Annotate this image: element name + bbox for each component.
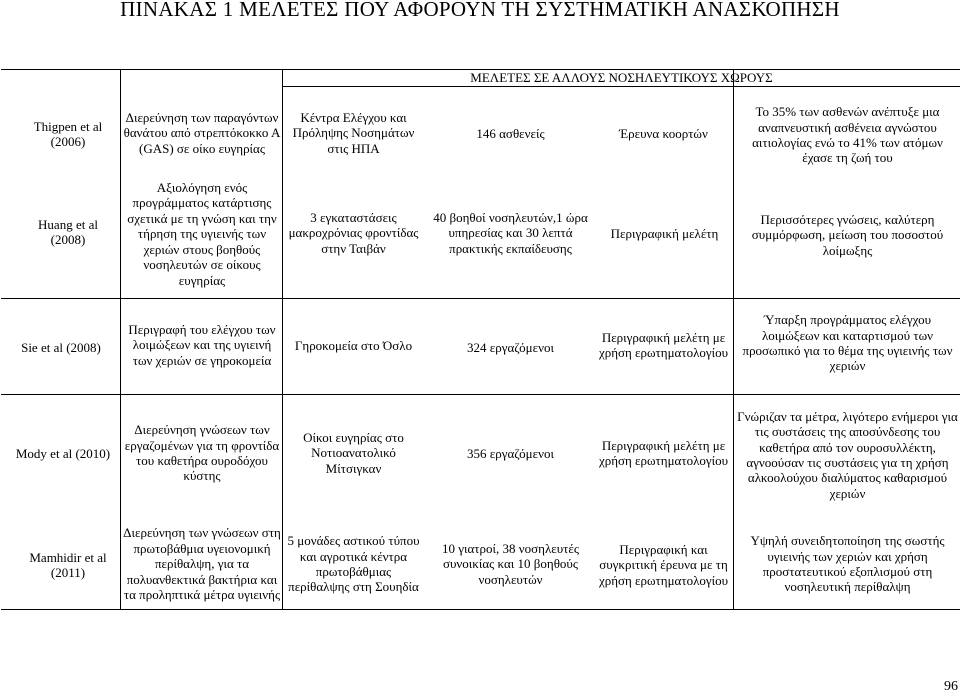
aim-cell: Διερεύνηση των παραγόντων θανάτου από στρεπτόκοκκο Α (GAS) σε οίκο ευγηρίας [123, 109, 281, 156]
study-cell: Mamhidir et al (2011) [29, 549, 107, 580]
section-header: ΜΕΛΕΤΕΣ ΣΕ ΑΛΛΟΥΣ ΝΟΣΗΛΕΥΤΙΚΟΥΣ ΧΩΡΟΥΣ [470, 70, 773, 85]
design-cell: Περιγραφική μελέτη [610, 226, 719, 242]
sample-cell: 10 γιατροί, 38 νοσηλευτές συνοικίας και 10 βοηθούς νοσηλευτών [442, 540, 579, 587]
sample-cell: 40 βοηθοί νοσηλευτών,1 ώρα υπηρεσίας και 30 λεπτά πρακτικής εκπαίδευσης [433, 209, 588, 256]
sample-cell: 146 ασθενείς [476, 126, 545, 142]
setting-cell: Γηροκομεία στο Όσλο [294, 338, 413, 354]
findings-cell: Περισσότερες γνώσεις, καλύτερη συμμόρφωση, μείωση του ποσοστού λοίμωξης [751, 211, 944, 258]
aim-cell: Διερεύνηση γνώσεων των εργαζομένων για τη φροντίδα του καθετήρα ουροδόχου κύστης [124, 422, 280, 484]
study-cell: Mody et al (2010) [15, 446, 111, 462]
setting-cell: Κέντρα Ελέγχου και Πρόληψης Νοσημάτων στις ΗΠΑ [292, 109, 415, 156]
findings-cell: Ύπαρξη προγράμματος ελέγχου λοιμώξεων και καταρτισμού των προσωπικό για το θέμα της υγιεινής των χεριών [742, 312, 953, 374]
aim-cell: Αξιολόγηση ενός προγράμματος κατάρτισης σχετικά με τη γνώση και την τήρηση της υγιεινής των χεριών στους βοηθούς νοσηλευτών σε οίκους ευγηρίας [127, 180, 277, 288]
aim-cell: Περιγραφή του ελέγχου των λοιμώξεων και της υγιεινή των χεριών σε γηροκομεία [128, 321, 276, 368]
aim-cell: Διερεύνηση των γνώσεων στη πρωτοβάθμια υγειονομική περίθαλψη, για τα πολυανθεκτικά βακτήρια και τα προληπτικά μέτρα υγιεινής [123, 525, 281, 603]
setting-cell: 3 εγκαταστάσεις μακροχρόνιας φροντίδας στην Ταιβάν [288, 209, 419, 256]
study-cell: Sie et al (2008) [21, 340, 101, 356]
findings-cell: Το 35% των ασθενών ανέπτυξε μια αναπνευστική ασθένεια αγνώστου αιτιολογίας ενώ το 41% των ατόμων έχασε τη ζωή του [752, 104, 943, 166]
design-cell: Έρευνα κοορτών [619, 126, 708, 142]
column-divider [733, 69, 734, 609]
findings-cell: Γνώριζαν τα μέτρα, λιγότερο ενήμεροι για τις συστάσεις της αποσύνδεσης του καθετήρα από τον ουροσυλλέκτη, αγνοούσαν τις συστάσεις για τη χρήση αλκοολούχου διαλύματος καθαρισμού χεριών [737, 408, 958, 501]
study-cell: Huang et al (2008) [38, 216, 98, 247]
findings-cell: Υψηλή συνειδητοποίηση της σωστής υγιεινής των χεριών και χρήση προστατευτικού εξοπλισμού στη νοσηλευτική περίθαλψη [750, 533, 945, 595]
setting-cell: 5 μονάδες αστικού τύπου και αγροτικά κέντρα πρωτοβάθμιας περίθαλψης στη Σουηδία [287, 533, 420, 595]
design-cell: Περιγραφική μελέτη με χρήση ερωτηματολογίου [598, 437, 729, 468]
design-cell: Περιγραφική και συγκριτική έρευνα με τη χρήση ερωτηματολογίου [598, 541, 729, 588]
row-divider [1, 394, 960, 395]
row-divider [1, 298, 960, 299]
page-title: ΠΙΝΑΚΑΣ 1 ΜΕΛΕΤΕΣ ΠΟΥ ΑΦΟΡΟΥΝ ΤΗ ΣΥΣΤΗΜΑΤΙΚΗ ΑΝΑΣΚΟΠΗΣΗ [120, 0, 840, 18]
design-cell: Περιγραφική μελέτη με χρήση ερωτηματολογίου [598, 329, 729, 360]
setting-cell: Οίκοι ευγηρίας στο Νοτιοανατολικό Μίτσιγκαν [303, 429, 404, 476]
header-divider [282, 86, 960, 87]
sample-cell: 356 εργαζόμενοι [467, 446, 554, 462]
study-cell: Thigpen et al (2006) [33, 118, 103, 149]
sample-cell: 324 εργαζόμενοι [467, 340, 554, 356]
page-number: 96 [944, 679, 958, 694]
